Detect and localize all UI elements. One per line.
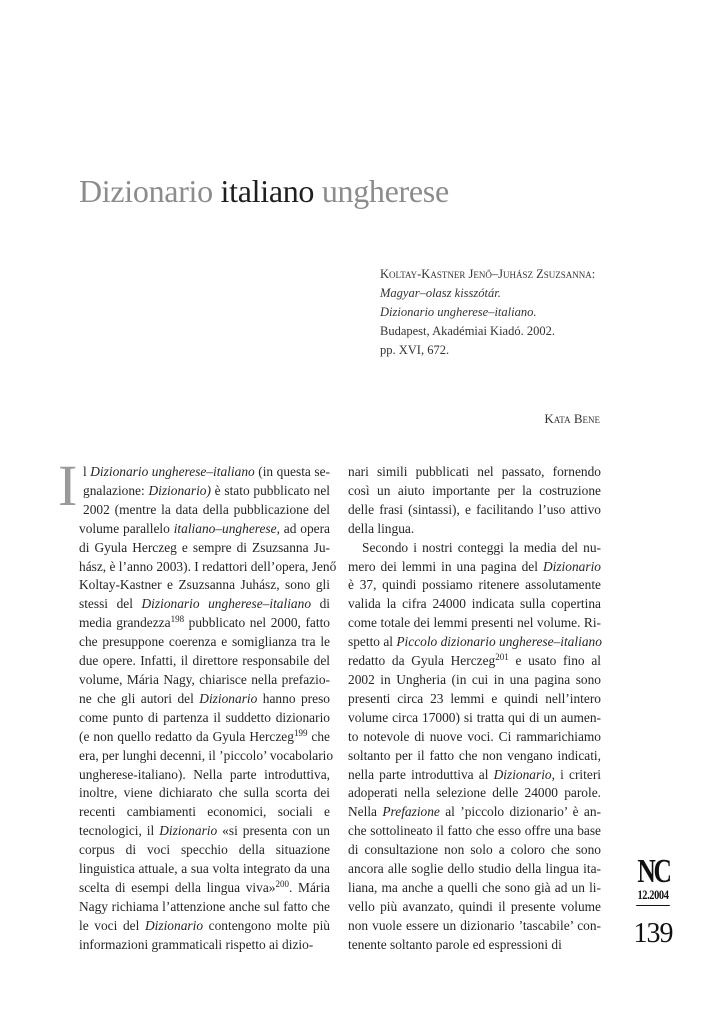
text-run: «si presenta con un bbox=[217, 823, 330, 839]
text-line bbox=[348, 520, 601, 539]
drop-cap: I bbox=[58, 453, 78, 518]
text-run: liana, ma anche a quelli che sono già ad un li- bbox=[348, 879, 601, 895]
text-line bbox=[79, 520, 330, 539]
text-run: to notevole di nuove voci. Ci rammarichiamo bbox=[348, 728, 601, 744]
text-run: . Mária bbox=[289, 879, 331, 895]
text-run: della lingua. bbox=[348, 520, 415, 536]
text-line bbox=[348, 747, 601, 766]
text-run: di bbox=[311, 596, 330, 612]
footnote-marker: 200 bbox=[275, 878, 289, 889]
text-line bbox=[79, 860, 330, 879]
text-run: 2002 (mentre la data della pubblicazione del bbox=[83, 501, 330, 517]
text-run: vello più avanzato, quindi il presente volume bbox=[348, 898, 601, 914]
text-run: ancora alle soglie dello studio della lingua ita- bbox=[348, 861, 601, 877]
text-run: di Gyula Herczeg e sempre di Zsuzsanna Ju- bbox=[79, 539, 330, 555]
text-run: è 37, quindi possiamo ritenere assolutamente bbox=[348, 577, 601, 593]
journal-issue: 12.2004 bbox=[636, 887, 670, 906]
right-text-column bbox=[348, 463, 601, 955]
text-line bbox=[348, 501, 601, 520]
footnote-marker: 201 bbox=[495, 652, 509, 663]
text-run: Dizionario bbox=[144, 917, 204, 933]
footnote-marker: 198 bbox=[170, 614, 185, 625]
text-run: al ’piccolo dizionario’ è an- bbox=[439, 804, 601, 820]
text-run: di consultazione non solo a coloro che sono bbox=[348, 842, 601, 858]
text-run: linguistica attuale, a sua volta integrato da una bbox=[79, 861, 330, 877]
text-line bbox=[348, 936, 601, 955]
text-line bbox=[348, 766, 601, 785]
text-line bbox=[79, 728, 330, 747]
text-line bbox=[79, 482, 330, 501]
text-run: i criteri bbox=[554, 766, 601, 782]
text-run: Nella bbox=[348, 804, 383, 820]
text-line bbox=[348, 803, 601, 822]
footnote-marker: 199 bbox=[293, 727, 308, 738]
text-line bbox=[348, 595, 601, 614]
journal-logo-mark: NC bbox=[637, 853, 670, 890]
title-part-1: Dizionario bbox=[79, 173, 221, 209]
text-run: Dizionario bbox=[542, 558, 601, 574]
text-run: che bbox=[307, 728, 330, 744]
text-run: adoperati nella selezione delle 24000 parole. bbox=[348, 785, 601, 801]
title-part-2: italiano bbox=[220, 173, 315, 209]
text-line bbox=[79, 558, 337, 577]
text-run: l bbox=[83, 464, 91, 479]
text-run: e usato fino al bbox=[508, 653, 601, 669]
bibliographic-reference bbox=[380, 265, 640, 360]
text-run: Piccolo dizionario ungherese–italiano bbox=[396, 634, 602, 650]
text-run: mero dei lemmi in una pagina del bbox=[348, 558, 543, 574]
text-line bbox=[348, 614, 601, 633]
text-run: volume, Mária Nagy, chiarisce nella prefazio- bbox=[79, 671, 330, 687]
text-line bbox=[79, 822, 330, 841]
text-line bbox=[79, 614, 330, 633]
text-run: che sottolineato il fatto che esso offre una base bbox=[348, 823, 601, 839]
text-line bbox=[79, 595, 330, 614]
biblio-authors: Koltay-Kastner Jenő–Juhász Zsuzsanna: bbox=[380, 267, 596, 281]
text-run: come totale dei lemmi presenti nel volume. Ri- bbox=[348, 615, 601, 631]
biblio-pages: pp. XVI, 672. bbox=[380, 343, 450, 357]
text-run: hanno preso bbox=[257, 690, 330, 706]
text-line bbox=[79, 898, 330, 917]
text-run: stessi del bbox=[79, 596, 142, 612]
text-line bbox=[79, 652, 330, 671]
text-run: nari simili pubblicati nel passato, fornendo bbox=[348, 464, 601, 479]
article-author: Kata Bene bbox=[544, 411, 600, 426]
text-line bbox=[79, 936, 330, 955]
text-line bbox=[348, 576, 601, 595]
text-line bbox=[348, 482, 601, 501]
text-run: pubblicato nel 2000, fatto bbox=[184, 615, 330, 631]
text-line bbox=[79, 841, 330, 860]
text-line bbox=[79, 501, 330, 520]
journal-logo bbox=[632, 853, 674, 906]
text-run: così un aiuto importante per la costruzione bbox=[348, 482, 601, 498]
text-line bbox=[348, 822, 601, 841]
page-number: 139 bbox=[633, 918, 673, 949]
text-line bbox=[79, 879, 330, 898]
text-run: redatto da Gyula Herczeg bbox=[348, 653, 496, 669]
text-run: Prefazione bbox=[382, 804, 440, 820]
text-line bbox=[79, 690, 330, 709]
text-run: Koltay-Kastner e Zsuzsanna Juhász, sono gli bbox=[79, 577, 330, 593]
text-run: le voci del bbox=[79, 917, 145, 933]
text-run: Dizionario bbox=[199, 690, 258, 706]
text-line bbox=[79, 766, 330, 785]
text-line bbox=[348, 860, 601, 879]
text-run: informazioni grammaticali rispetto ai dizio- bbox=[79, 936, 314, 952]
text-line bbox=[79, 633, 330, 652]
text-run: italiano–ungherese, bbox=[173, 520, 280, 536]
text-line bbox=[348, 671, 601, 690]
text-line bbox=[79, 539, 330, 558]
text-run: (e non quello redatto da Gyula Herczeg bbox=[79, 728, 294, 744]
text-line bbox=[348, 690, 601, 709]
text-run: soltanto per il fatto che non vengano indicati, bbox=[348, 747, 601, 763]
text-run: corpus di voci specchio della situazione bbox=[79, 842, 330, 858]
biblio-hungarian-title: Magyar–olasz kisszótár. bbox=[380, 286, 501, 300]
text-run: scelta di esempi della lingua viva» bbox=[79, 879, 276, 895]
text-run: gnalazione: bbox=[83, 482, 149, 498]
text-line bbox=[79, 784, 330, 803]
article-title bbox=[79, 173, 449, 210]
text-run: era, per lunghi decenni, il ’piccolo’ vocabolario bbox=[79, 747, 334, 763]
text-run: come punto di partenza il suddetto dizionario bbox=[79, 709, 330, 725]
text-run: nella parte introduttiva al bbox=[348, 766, 494, 782]
text-line bbox=[348, 898, 601, 917]
text-run: delle frasi (sintassi), e facilitando l’uso attivo bbox=[348, 501, 601, 517]
title-part-3: ungherese bbox=[314, 173, 449, 209]
text-run: Dizionario, bbox=[493, 766, 555, 782]
text-run: tenente soltanto parole ed espressioni di bbox=[348, 936, 562, 952]
text-line bbox=[348, 652, 601, 671]
text-run: valida la cifra 24000 indicata sulla copertina bbox=[348, 596, 601, 612]
text-run: Secondo i nostri conteggi la media del nu- bbox=[362, 539, 601, 555]
text-run: 2002 in Ungheria (in cui in una pagina sono bbox=[348, 671, 601, 687]
text-run: due opere. Infatti, il direttore responsabile del bbox=[79, 653, 330, 669]
biblio-publisher: Budapest, Akadémiai Kiadó. 2002. bbox=[380, 324, 555, 338]
text-run: ungherese-italiano). Nella parte introduttiva, bbox=[79, 766, 330, 782]
text-run: presenti circa 23 lemmi e quindi nell’intero bbox=[348, 690, 601, 706]
text-run: è stato pubblicato nel bbox=[210, 482, 330, 498]
left-text-column bbox=[79, 463, 337, 955]
text-line bbox=[79, 709, 330, 728]
text-run: spetto al bbox=[348, 634, 397, 650]
text-line bbox=[79, 917, 330, 936]
text-run: volume circa 17000) si tratta qui di un aumen- bbox=[348, 709, 601, 725]
text-run: Dizionario ungherese–italiano bbox=[90, 464, 255, 479]
text-line bbox=[348, 841, 601, 860]
text-run: recenti cambiamenti economici, sociali e bbox=[79, 804, 330, 820]
text-run: Nagy richiama l’attenzione anche sul fatto che bbox=[79, 898, 330, 914]
text-run: (in questa se- bbox=[254, 464, 330, 479]
text-line bbox=[348, 917, 601, 936]
biblio-italian-title: Dizionario ungherese–italiano. bbox=[380, 305, 537, 319]
text-line bbox=[79, 747, 334, 766]
text-run: Dizionario) bbox=[148, 482, 211, 498]
text-line bbox=[79, 463, 330, 482]
text-run: non vuole essere un dizionario ’tascabile’ con- bbox=[348, 917, 601, 933]
text-run: Dizionario bbox=[159, 823, 218, 839]
text-line bbox=[348, 784, 601, 803]
text-line bbox=[348, 539, 601, 558]
text-line bbox=[348, 728, 601, 747]
text-run: inoltre, viene dichiarato che sulla scorta dei bbox=[79, 785, 330, 801]
text-line bbox=[348, 879, 601, 898]
text-run: che presuppone coerenza e somiglianza tra le bbox=[79, 634, 330, 650]
text-line bbox=[79, 576, 330, 595]
text-line bbox=[348, 558, 601, 577]
text-line bbox=[79, 671, 330, 690]
text-line bbox=[348, 463, 601, 482]
text-line bbox=[348, 633, 601, 652]
text-line bbox=[79, 803, 330, 822]
text-run: tecnologici, il bbox=[79, 823, 160, 839]
text-run: Dizionario ungherese–italiano bbox=[141, 596, 312, 612]
text-run: media grandezza bbox=[79, 615, 171, 631]
text-run: ne che gli autori del bbox=[79, 690, 200, 706]
text-run: volume parallelo bbox=[79, 520, 174, 536]
text-line bbox=[348, 709, 601, 728]
text-run: ad opera bbox=[279, 520, 330, 536]
text-run: contengono molte più bbox=[203, 917, 331, 933]
text-run: hász, è l’anno 2003). I redattori dell’opera, Jenő bbox=[79, 558, 337, 574]
